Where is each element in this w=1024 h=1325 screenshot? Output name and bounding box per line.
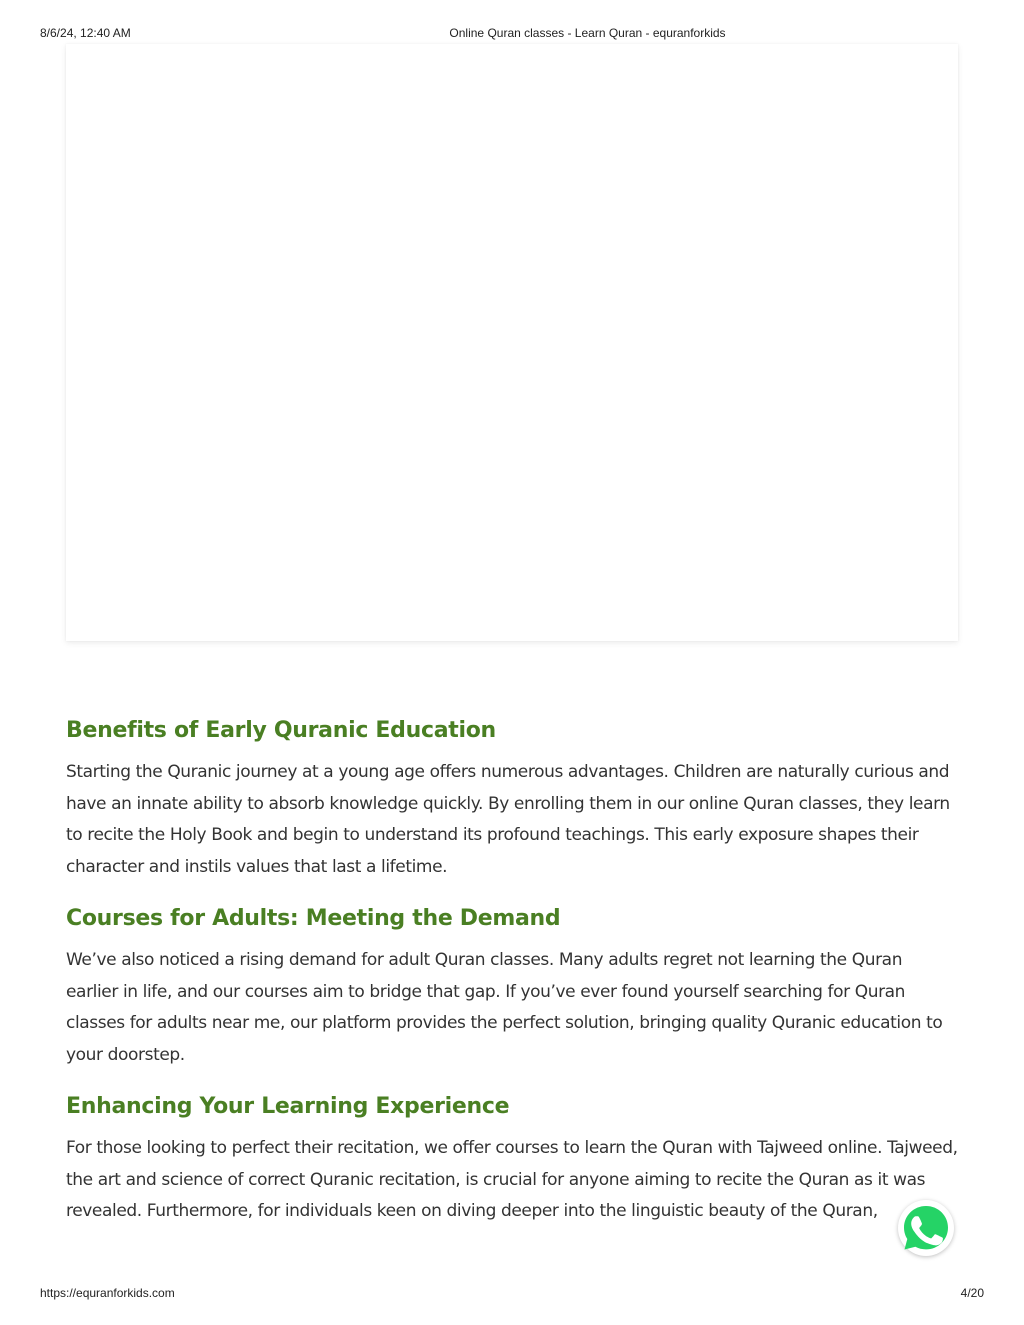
section-paragraph: We’ve also noticed a rising demand for adult Quran classes. Many adults regret not learning the Quran earlier in life, and our courses aim to bridge that gap. If you’ve ever found yourself searching for Quran classes for adults near me, our platform provides the perfect solution, bringing quality Quranic education to your doorstep. [66, 950, 943, 1065]
section-learning-experience [66, 1094, 958, 1228]
section-heading: Courses for Adults: Meeting the Demand [66, 906, 561, 931]
section-heading: Enhancing Your Learning Experience [66, 1094, 510, 1119]
section-early-education [66, 718, 958, 883]
print-page-title: Online Quran classes - Learn Quran - equranforkids [449, 26, 726, 40]
section-heading: Benefits of Early Quranic Education [66, 718, 496, 743]
print-date: 8/6/24, 12:40 AM [40, 26, 131, 40]
print-header [0, 26, 1024, 42]
section-paragraph: For those looking to perfect their recitation, we offer courses to learn the Quran with Tajweed online. Tajweed, the art and science of correct Quranic recitation, is crucial for anyone aiming to recite the Quran as it was revealed. Furthermore, for individuals keen on diving deeper into the linguistic beauty of the Quran, [66, 1138, 958, 1221]
whatsapp-icon [900, 1202, 952, 1254]
section-adult-courses [66, 906, 958, 1071]
embedded-media-placeholder [66, 44, 958, 641]
whatsapp-button[interactable] [898, 1200, 954, 1256]
article-content [66, 718, 958, 1251]
print-url: https://equranforkids.com [40, 1286, 175, 1300]
print-page-number: 4/20 [960, 1286, 984, 1300]
section-paragraph: Starting the Quranic journey at a young age offers numerous advantages. Children are naturally curious and have an innate ability to absorb knowledge quickly. By enrolling them in our online Quran classes, they learn to recite the Holy Book and begin to understand its profound teachings. This early exposure shapes their character and instils values that last a lifetime. [66, 762, 950, 877]
